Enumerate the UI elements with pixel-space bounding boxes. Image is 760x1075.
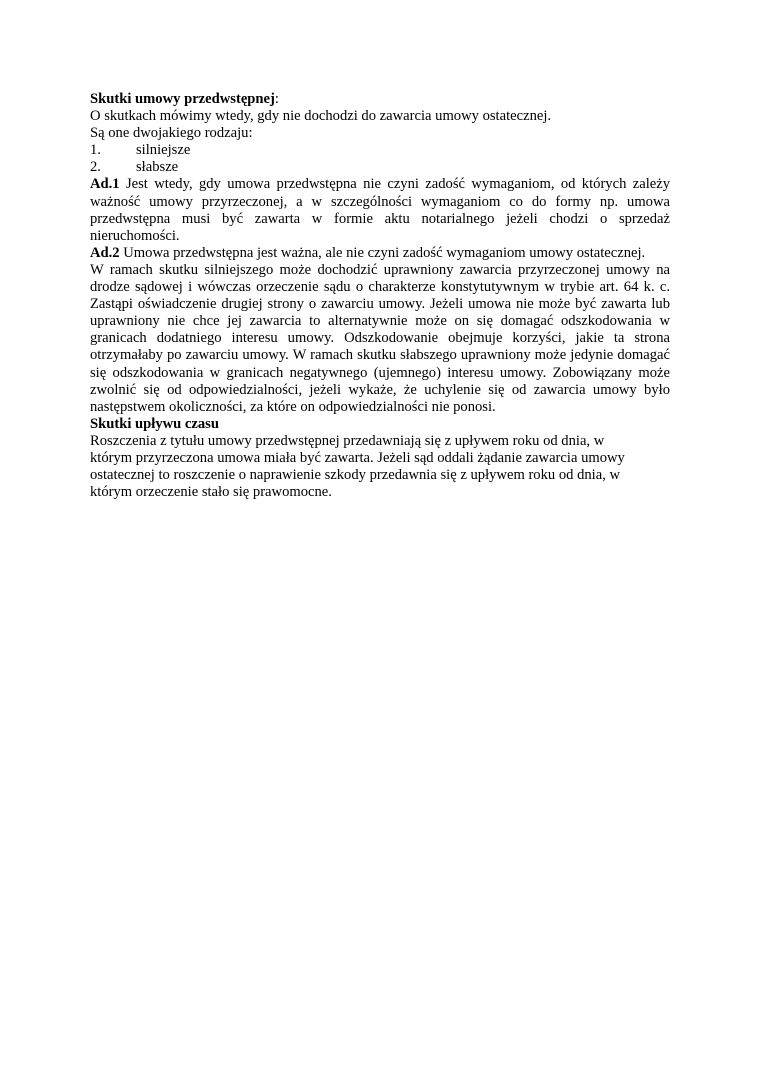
list-item (90, 159, 670, 176)
ad2-paragraph (90, 245, 670, 262)
document-page (90, 91, 670, 501)
list-item (90, 142, 670, 159)
heading-title: Skutki umowy przedwstępnej (90, 91, 275, 107)
final-line: ostatecznej to roszczenie o naprawienie szkody przedawnia się z upływem roku od dnia, w (90, 467, 621, 484)
intro-line-1: O skutkach mówimy wtedy, gdy nie dochodzi do zawarcia umowy ostatecznej. (90, 108, 552, 125)
list-number: 2. (90, 159, 101, 176)
final-line: Roszczenia z tytułu umowy przedwstępnej przedawniają się z upływem roku od dnia, w (90, 432, 605, 449)
list-text: słabsze (136, 159, 179, 176)
intro-line-2: Są one dwojakiego rodzaju: (90, 125, 253, 142)
effects-paragraph: W ramach skutku silniejszego może dochodzić uprawniony zawarcia przyrzeczonej umowy na drodze sądowej i wówczas orzeczenie sądu o charakterze konstytutywnym w trybie art. 64 k. c. Zastąpi oświadczenie drugiej strony o zawarciu umowy. Jeżeli umowa nie może być zawarta lub uprawniony nie chce jej zawarcia to alternatywnie może on się domagać odszkodowania w granicach dodatniego interesu umowy. Odszkodowanie obejmuje korzyści, jakie ta strona otrzymałaby po zawarciu umowy. W ramach skutku słabszego uprawniony może jedynie domagać się odszkodowania w granicach negatywnego (ujemnego) interesu umowy. Zobowiązany może zwolnić się od odpowiedzialności, jeżeli wykaże, że uchylenie się od zawarcia umowy było następstwem okoliczności, za które on odpowiedzialności nie ponosi. (90, 261, 670, 415)
ad2-label: Ad.2 (90, 244, 120, 261)
section-heading-time-lapse: Skutki upływu czasu (90, 415, 219, 432)
final-line: którym orzeczenie stało się prawomocne. (90, 484, 332, 501)
section-heading-effects (90, 91, 670, 108)
ad1-text: Jest wtedy, gdy umowa przedwstępna nie czyni zadość wymaganiom, od których zależy ważność umowy przyrzeczonej, a w szczególności wymaganiom co do formy np. umowa przedwstępna musi być zawarta w formie aktu notarialnego jeżeli chodzi o sprzedaż nieruchomości. (90, 176, 670, 244)
ad2-text: Umowa przedwstępna jest ważna, ale nie czyni zadość wymaganiom umowy ostatecznej. (119, 244, 646, 261)
ad1-label: Ad.1 (90, 176, 120, 193)
list-text: silniejsze (136, 142, 191, 159)
heading-colon: : (274, 91, 279, 107)
final-line: którym przyrzeczona umowa miała być zawarta. Jeżeli sąd oddali żądanie zawarcia umowy (90, 449, 625, 466)
list-number: 1. (90, 142, 101, 159)
ad1-paragraph (90, 176, 670, 244)
